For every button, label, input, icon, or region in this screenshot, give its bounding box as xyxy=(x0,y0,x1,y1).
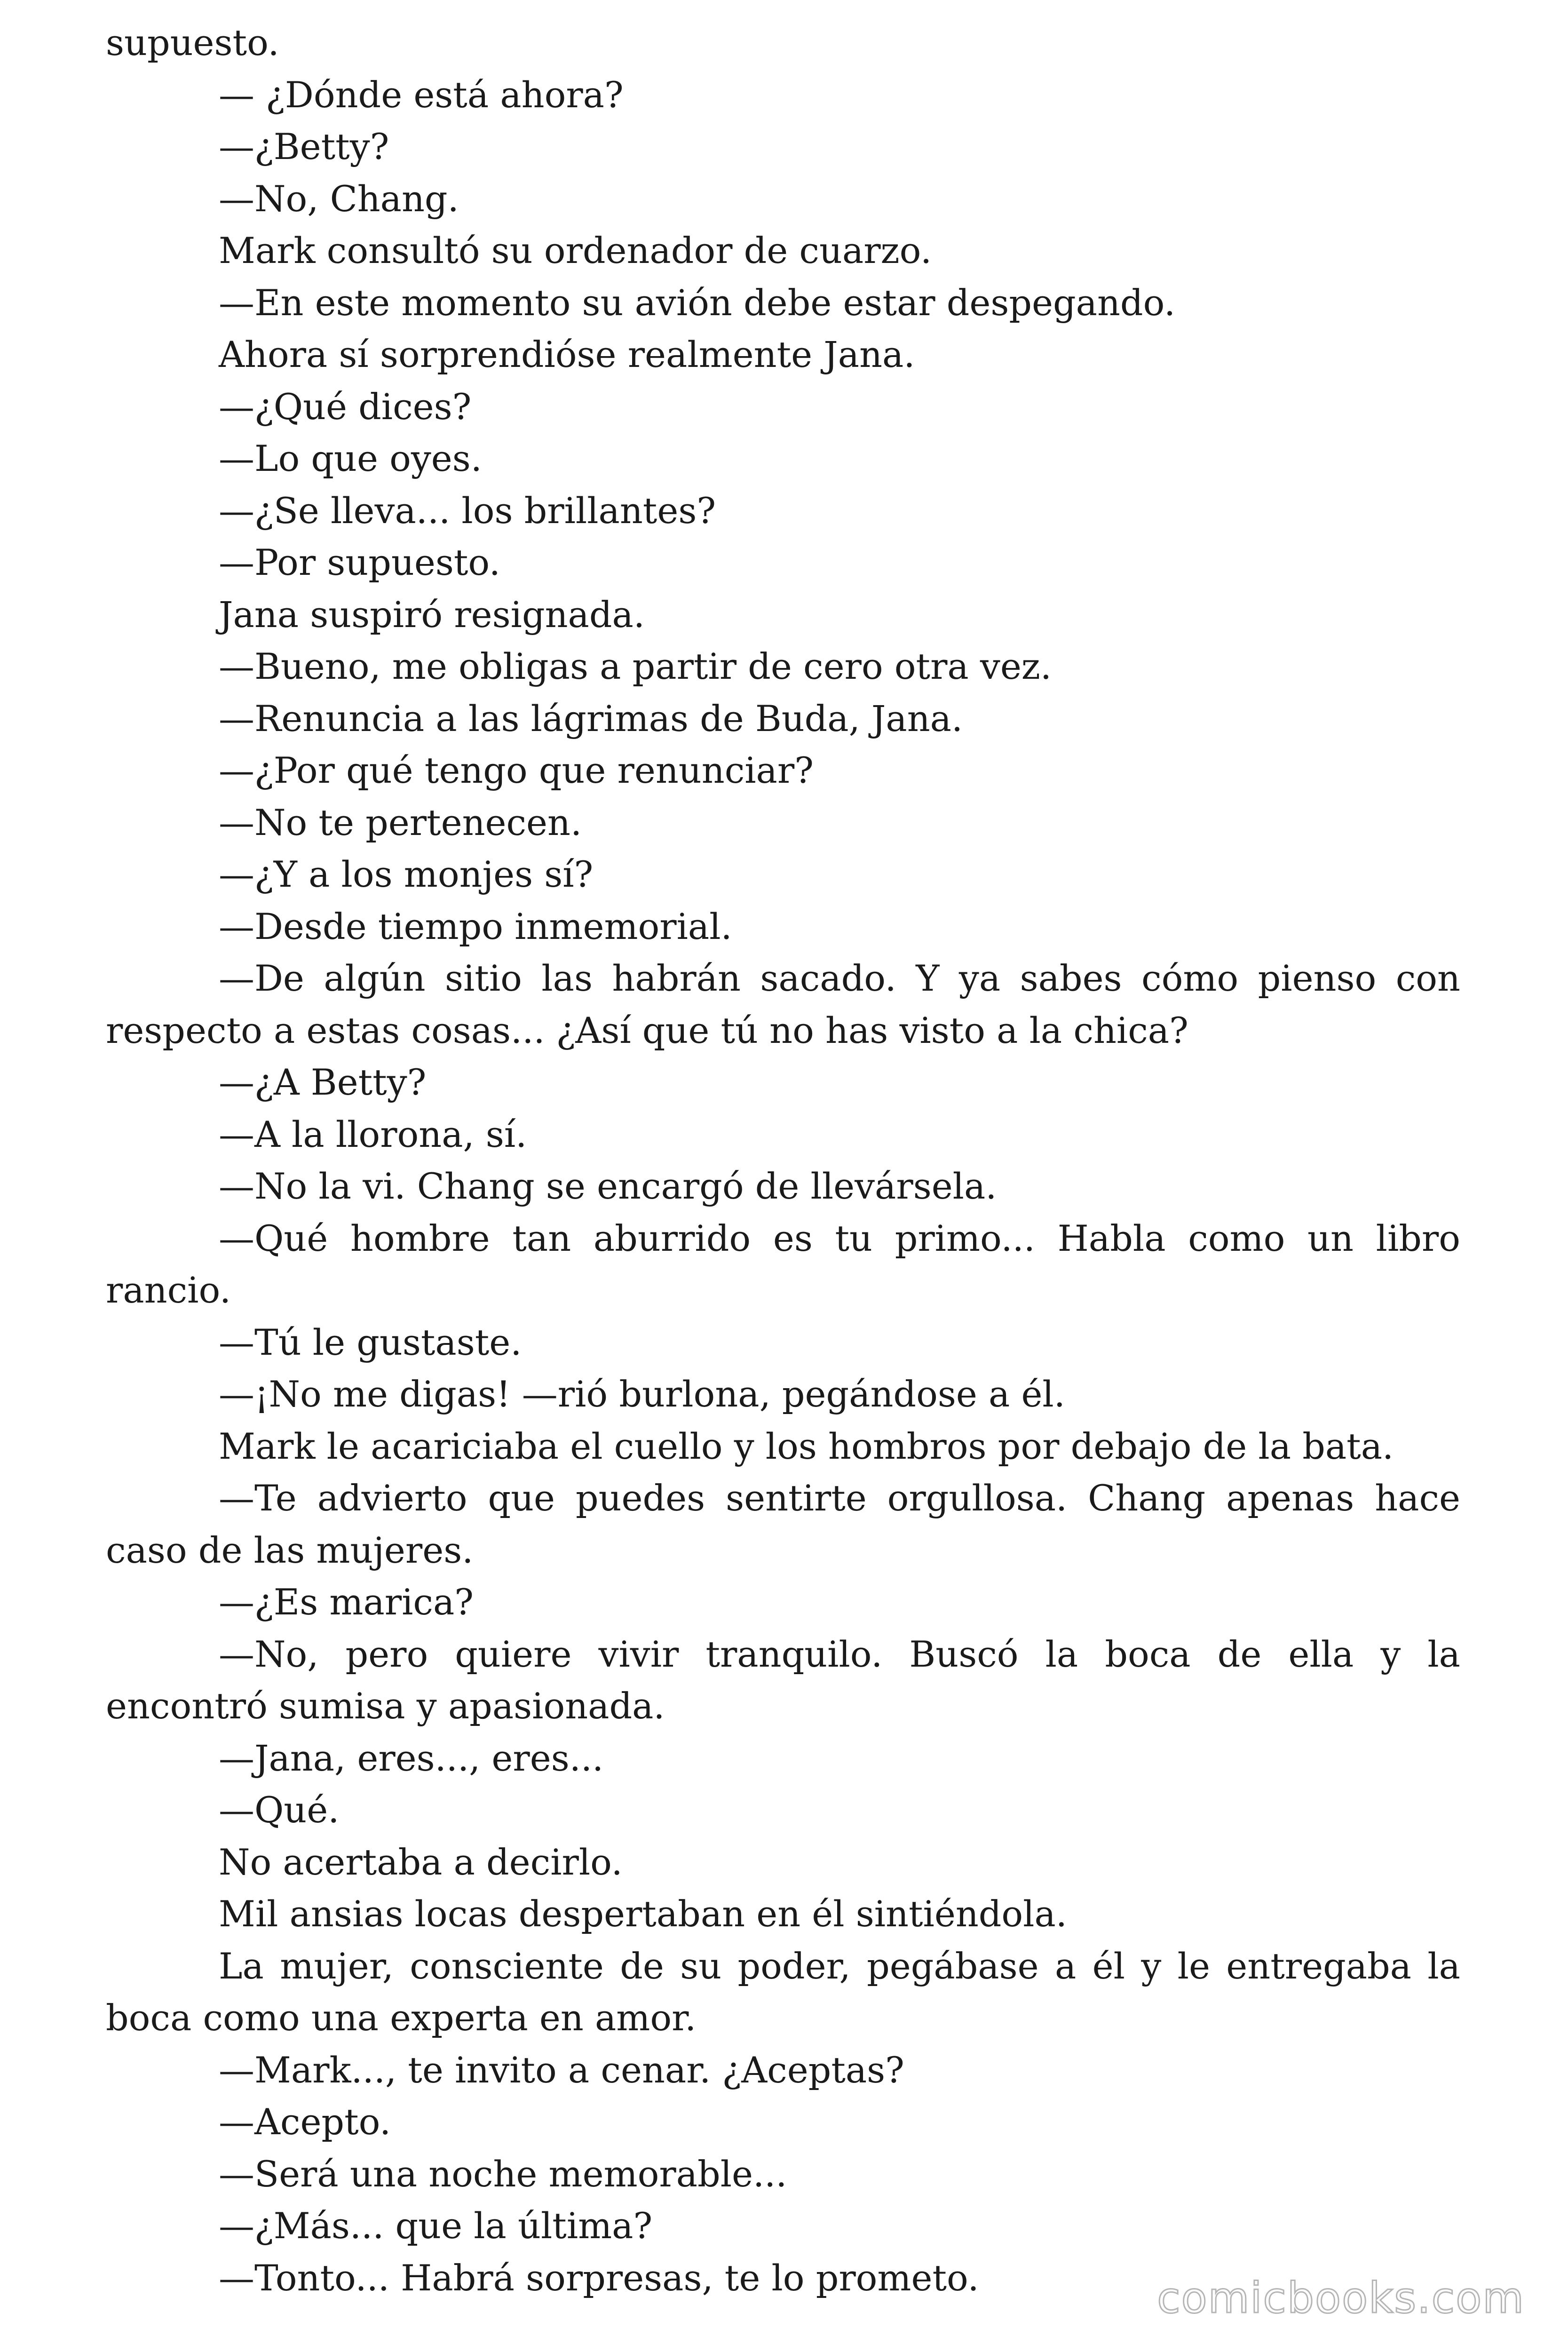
paragraph: —No la vi. Chang se encargó de llevársela. xyxy=(219,1165,997,1207)
paragraph: —Renuncia a las lágrimas de Buda, Jana. xyxy=(219,697,963,739)
paragraph: —¿A Betty? xyxy=(219,1061,427,1103)
paragraph: —¿Más... que la última? xyxy=(219,2205,653,2247)
paragraph: No acertaba a decirlo. xyxy=(219,1841,623,1883)
paragraph: —Será una noche memorable... xyxy=(219,2153,787,2195)
paragraph: —¿Se lleva... los brillantes? xyxy=(219,489,716,532)
paragraph: La mujer, consciente de su poder, pegábase a él y le entregaba la boca como una experta en amor. xyxy=(106,1945,1460,2039)
paragraph: —¿Qué dices? xyxy=(219,385,472,428)
paragraph: —Jana, eres..., eres... xyxy=(219,1737,604,1779)
paragraph: —De algún sitio las habrán sacado. Y ya sabes cómo pienso con respecto a estas cosas... ¿Así que tú no has visto a la chica? xyxy=(106,957,1460,1051)
paragraph: Jana suspiró resignada. xyxy=(219,593,645,636)
paragraph: —Tonto... Habrá sorpresas, te lo prometo. xyxy=(219,2257,979,2299)
paragraph: Mark consultó su ordenador de cuarzo. xyxy=(219,230,932,271)
text-body xyxy=(106,17,1460,2304)
paragraph: —Te advierto que puedes sentirte orgullosa. Chang apenas hace caso de las mujeres. xyxy=(106,1477,1460,1571)
paragraph: — ¿Dónde está ahora? xyxy=(219,73,624,116)
paragraph: —¡No me digas! —rió burlona, pegándose a él. xyxy=(219,1373,1065,1415)
paragraph: —Acepto. xyxy=(219,2101,391,2143)
paragraph: —Desde tiempo inmemorial. xyxy=(219,905,732,947)
paragraph: Mark le acariciaba el cuello y los hombros por debajo de la bata. xyxy=(219,1425,1394,1467)
paragraph: —Por supuesto. xyxy=(219,541,500,583)
paragraph: —Qué. xyxy=(219,1789,340,1831)
paragraph: —¿Betty? xyxy=(219,126,389,167)
paragraph: Mil ansias locas despertaban en él sintiéndola. xyxy=(219,1893,1067,1935)
paragraph: —Bueno, me obligas a partir de cero otra vez. xyxy=(219,645,1052,687)
paragraph: Ahora sí sorprendióse realmente Jana. xyxy=(219,334,915,375)
paragraph: —Qué hombre tan aburrido es tu primo... Habla como un libro rancio. xyxy=(106,1217,1460,1311)
paragraph: —No, Chang. xyxy=(219,177,459,220)
paragraph: —¿Es marica? xyxy=(219,1581,474,1623)
paragraph: —A la llorona, sí. xyxy=(219,1113,527,1155)
paragraph: —Lo que oyes. xyxy=(219,437,482,479)
paragraph: —Tú le gustaste. xyxy=(219,1321,522,1363)
paragraph: —¿Y a los monjes sí? xyxy=(219,853,594,895)
paragraph: —¿Por qué tengo que renunciar? xyxy=(219,749,814,791)
paragraph: —En este momento su avión debe estar despegando. xyxy=(219,281,1176,324)
paragraph: —Mark..., te invito a cenar. ¿Aceptas? xyxy=(219,2049,904,2091)
paragraph: supuesto. xyxy=(106,22,279,64)
watermark: comicbooks.com xyxy=(1157,2273,1525,2323)
paragraph: —No te pertenecen. xyxy=(219,801,582,843)
paragraph: —No, pero quiere vivir tranquilo. Buscó la boca de ella y la encontró sumisa y apasionada. xyxy=(106,1633,1460,1727)
